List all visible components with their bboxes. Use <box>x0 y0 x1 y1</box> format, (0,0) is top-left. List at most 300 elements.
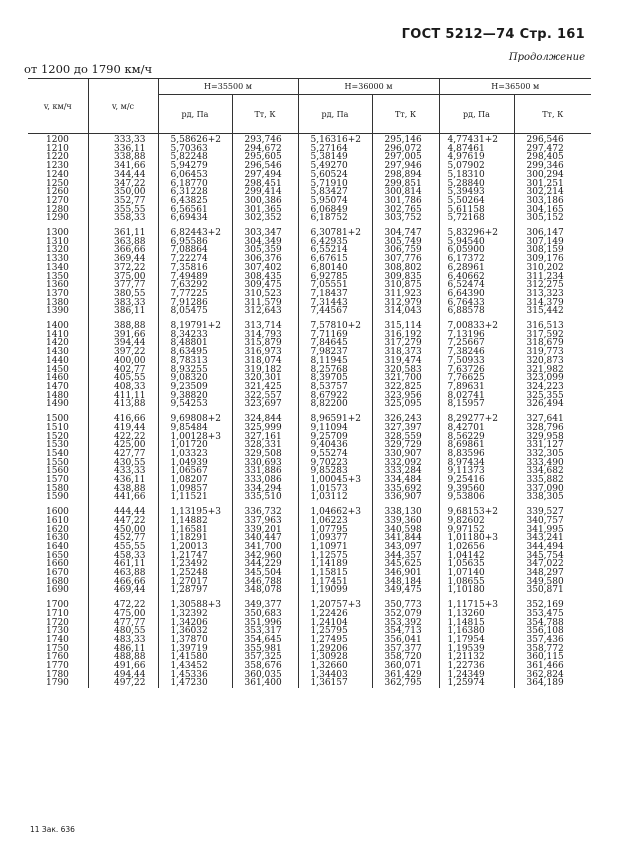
table-row <box>28 610 591 619</box>
cell-p2: 8,53757 <box>298 383 372 392</box>
cell-t2: 341,844 <box>372 534 439 543</box>
cell-p2: 9,85283 <box>298 467 372 476</box>
cell-p1: 7,08864 <box>158 246 232 255</box>
cell-t2: 345,625 <box>372 560 439 569</box>
cell-t3: 313,323 <box>514 290 591 299</box>
cell-t2: 325,095 <box>372 400 439 409</box>
cell-v-ms: 352,77 <box>88 197 158 206</box>
table-row <box>28 392 591 401</box>
cell-v-kmh: 1210 <box>46 143 69 154</box>
cell-p1: 9,85484 <box>158 424 232 433</box>
cell-v-kmh: 1640 <box>46 541 69 552</box>
table-row <box>28 493 591 502</box>
cell-v-ms: 375,00 <box>88 273 158 282</box>
cell-t1: 334,294 <box>232 485 298 494</box>
cell-v-ms: 447,22 <box>88 517 158 526</box>
cell-t1: 324,844 <box>232 415 298 424</box>
cell-v-kmh: 1590 <box>46 492 69 503</box>
cell-v-ms: 438,88 <box>88 485 158 494</box>
cell-t2: 339,360 <box>372 517 439 526</box>
cell-p1: 8,19791+2 <box>158 322 232 331</box>
cell-p1: 6,56561 <box>158 206 232 215</box>
table-row <box>28 619 591 628</box>
cell-t3: 320,873 <box>514 357 591 366</box>
cell-v-ms: 397,22 <box>88 348 158 357</box>
cell-t2: 356,041 <box>372 636 439 645</box>
cell-p2: 1,22426 <box>298 610 372 619</box>
cell-v-kmh: 1370 <box>46 288 69 299</box>
cell-p1: 1,36032 <box>158 627 232 636</box>
cell-p3: 7,63726 <box>439 366 514 375</box>
cell-v-ms: 372,22 <box>88 264 158 273</box>
cell-v-ms: 333,33 <box>88 134 158 145</box>
cell-v-ms: 425,00 <box>88 441 158 450</box>
cell-v-ms: 433,33 <box>88 467 158 476</box>
cell-p3: 6,17372 <box>439 255 514 264</box>
cell-t1: 297,494 <box>232 171 298 180</box>
cell-t1: 301,365 <box>232 206 298 215</box>
cell-t2: 321,700 <box>372 374 439 383</box>
group-header-h3: H=36500 м <box>439 79 591 95</box>
table-row <box>28 180 591 189</box>
cell-v-ms: 347,22 <box>88 180 158 189</box>
cell-p2: 1,34403 <box>298 671 372 680</box>
cell-p2: 1,19099 <box>298 586 372 595</box>
cell-t1: 306,376 <box>232 255 298 264</box>
cell-v-ms: 497,22 <box>88 679 158 688</box>
cell-t3: 364,189 <box>514 679 591 688</box>
cell-v-kmh: 1720 <box>46 617 69 628</box>
cell-p3: 1,10180 <box>439 586 514 595</box>
cell-t2: 329,729 <box>372 441 439 450</box>
cell-t3: 311,234 <box>514 273 591 282</box>
cell-v-kmh: 1310 <box>46 236 69 247</box>
table-row <box>28 197 591 206</box>
cell-p3: 9,25416 <box>439 476 514 485</box>
cell-t3: 303,186 <box>514 197 591 206</box>
cell-t3: 340,757 <box>514 517 591 526</box>
cell-t1: 315,879 <box>232 339 298 348</box>
cell-t2: 299,851 <box>372 180 439 189</box>
cell-v-ms: 400,00 <box>88 357 158 366</box>
cell-p1: 6,69434 <box>158 214 232 223</box>
page-footer: 11 Зак. 636 <box>30 825 75 834</box>
cell-p2: 1,29206 <box>298 645 372 654</box>
cell-p3: 7,00833+2 <box>439 322 514 331</box>
cell-v-ms: 386,11 <box>88 307 158 316</box>
cell-t3: 302,214 <box>514 188 591 197</box>
cell-v-kmh: 1630 <box>46 533 69 544</box>
cell-v-ms: 452,77 <box>88 534 158 543</box>
cell-v-kmh: 1240 <box>46 169 69 180</box>
cell-t1: 327,161 <box>232 433 298 442</box>
cell-v-ms: 430,55 <box>88 459 158 468</box>
cell-p1: 6,43825 <box>158 197 232 206</box>
cell-t1: 314,793 <box>232 331 298 340</box>
cell-t3: 339,527 <box>514 508 591 517</box>
cell-p1: 1,00128+3 <box>158 433 232 442</box>
cell-t1: 320,301 <box>232 374 298 383</box>
table-row <box>28 534 591 543</box>
cell-v-ms: 494,44 <box>88 671 158 680</box>
cell-p2: 9,40436 <box>298 441 372 450</box>
cell-p1: 1,13195+3 <box>158 508 232 517</box>
cell-t2: 317,279 <box>372 339 439 348</box>
cell-v-kmh: 1600 <box>46 507 69 518</box>
cell-v-ms: 463,88 <box>88 569 158 578</box>
cell-t1: 319,182 <box>232 366 298 375</box>
cell-t1: 346,788 <box>232 578 298 587</box>
cell-v-ms: 458,33 <box>88 552 158 561</box>
cell-t3: 362,824 <box>514 671 591 680</box>
col-header-v-kmh: v, км/ч <box>28 79 88 134</box>
cell-v-ms: 491,66 <box>88 662 158 671</box>
table-row <box>28 322 591 331</box>
cell-p3: 6,40662 <box>439 273 514 282</box>
cell-p2: 6,92785 <box>298 273 372 282</box>
cell-t1: 341,700 <box>232 543 298 552</box>
cell-t3: 309,176 <box>514 255 591 264</box>
cell-t2: 326,243 <box>372 415 439 424</box>
cell-p3: 1,04142 <box>439 552 514 561</box>
cell-t2: 344,357 <box>372 552 439 561</box>
cell-v-kmh: 1360 <box>46 280 69 291</box>
cell-p1: 6,82443+2 <box>158 229 232 238</box>
cell-v-kmh: 1740 <box>46 634 69 645</box>
cell-v-kmh: 1700 <box>46 600 69 611</box>
cell-v-ms: 436,11 <box>88 476 158 485</box>
cell-p3: 5,07902 <box>439 162 514 171</box>
table-row <box>28 586 591 595</box>
cell-t1: 329,508 <box>232 450 298 459</box>
cell-t1: 336,732 <box>232 508 298 517</box>
cell-t1: 345,504 <box>232 569 298 578</box>
table-row <box>28 153 591 162</box>
speed-range-label: от 1200 до 1790 км/ч <box>24 62 153 76</box>
cell-p3: 5,94540 <box>439 238 514 247</box>
cell-p1: 5,58626+2 <box>158 134 232 145</box>
cell-p1: 1,47230 <box>158 679 232 688</box>
cell-p2: 9,70223 <box>298 459 372 468</box>
cell-p2: 7,98237 <box>298 348 372 357</box>
cell-p3: 5,61158 <box>439 206 514 215</box>
cell-p2: 1,01573 <box>298 485 372 494</box>
cell-p2: 1,10971 <box>298 543 372 552</box>
cell-t1: 311,579 <box>232 299 298 308</box>
cell-v-kmh: 1420 <box>46 338 69 349</box>
cell-p3: 5,18310 <box>439 171 514 180</box>
cell-p1: 1,04939 <box>158 459 232 468</box>
cell-p3: 4,87461 <box>439 145 514 154</box>
cell-p3: 1,02656 <box>439 543 514 552</box>
cell-v-kmh: 1730 <box>46 626 69 637</box>
cell-p3: 5,83296+2 <box>439 229 514 238</box>
cell-v-ms: 355,55 <box>88 206 158 215</box>
cell-t1: 361,400 <box>232 679 298 688</box>
cell-t3: 297,472 <box>514 145 591 154</box>
cell-p3: 8,69861 <box>439 441 514 450</box>
cell-p3: 7,76625 <box>439 374 514 383</box>
cell-v-ms: 405,55 <box>88 374 158 383</box>
cell-t1: 357,325 <box>232 653 298 662</box>
cell-t1: 339,201 <box>232 526 298 535</box>
cell-t3: 298,405 <box>514 153 591 162</box>
cell-p2: 8,82200 <box>298 400 372 409</box>
cell-t2: 348,184 <box>372 578 439 587</box>
cell-v-kmh: 1660 <box>46 559 69 570</box>
cell-t3: 301,251 <box>514 180 591 189</box>
table-row <box>28 246 591 255</box>
cell-t1: 322,557 <box>232 392 298 401</box>
cell-p1: 1,30588+3 <box>158 601 232 610</box>
cell-v-kmh: 1690 <box>46 585 69 596</box>
cell-p1: 6,06453 <box>158 171 232 180</box>
table-row <box>28 348 591 357</box>
cell-t3: 328,796 <box>514 424 591 433</box>
cell-p1: 1,34206 <box>158 619 232 628</box>
table-row <box>28 517 591 526</box>
atmosphere-table <box>28 78 591 688</box>
table-row <box>28 543 591 552</box>
cell-v-ms: 388,88 <box>88 322 158 331</box>
cell-t2: 319,474 <box>372 357 439 366</box>
cell-t2: 332,092 <box>372 459 439 468</box>
cell-v-kmh: 1560 <box>46 466 69 477</box>
table-row <box>28 671 591 680</box>
cell-v-kmh: 1790 <box>46 678 69 689</box>
cell-t2: 310,875 <box>372 281 439 290</box>
cell-p2: 6,18752 <box>298 214 372 223</box>
table-row <box>28 485 591 494</box>
cell-t2: 330,907 <box>372 450 439 459</box>
cell-t2: 295,146 <box>372 134 439 145</box>
cell-t2: 352,079 <box>372 610 439 619</box>
table-row <box>28 645 591 654</box>
cell-t3: 332,305 <box>514 450 591 459</box>
cell-p1: 8,63495 <box>158 348 232 357</box>
cell-t2: 340,598 <box>372 526 439 535</box>
cell-t3: 296,546 <box>514 134 591 145</box>
cell-p2: 6,06849 <box>298 206 372 215</box>
cell-p1: 1,11521 <box>158 493 232 502</box>
cell-t3: 329,958 <box>514 433 591 442</box>
cell-t1: 310,523 <box>232 290 298 299</box>
cell-t1: 331,886 <box>232 467 298 476</box>
cell-t3: 341,995 <box>514 526 591 535</box>
cell-t2: 322,825 <box>372 383 439 392</box>
cell-t1: 350,683 <box>232 610 298 619</box>
cell-t1: 333,086 <box>232 476 298 485</box>
cell-t2: 354,713 <box>372 627 439 636</box>
cell-t2: 309,835 <box>372 273 439 282</box>
cell-t3: 323,099 <box>514 374 591 383</box>
cell-t2: 343,097 <box>372 543 439 552</box>
cell-v-ms: 380,55 <box>88 290 158 299</box>
cell-p1: 7,49489 <box>158 273 232 282</box>
cell-v-kmh: 1650 <box>46 550 69 561</box>
cell-p2: 9,55274 <box>298 450 372 459</box>
cell-t3: 335,882 <box>514 476 591 485</box>
cell-t2: 307,776 <box>372 255 439 264</box>
cell-p2: 5,95074 <box>298 197 372 206</box>
cell-t3: 357,436 <box>514 636 591 645</box>
cell-v-ms: 477,77 <box>88 619 158 628</box>
cell-p1: 1,16581 <box>158 526 232 535</box>
cell-t3: 319,773 <box>514 348 591 357</box>
cell-p2: 6,42935 <box>298 238 372 247</box>
cell-p2: 1,36157 <box>298 679 372 688</box>
cell-p1: 1,03323 <box>158 450 232 459</box>
cell-v-ms: 361,11 <box>88 229 158 238</box>
cell-t2: 349,475 <box>372 586 439 595</box>
cell-p2: 7,44567 <box>298 307 372 316</box>
cell-t3: 344,494 <box>514 543 591 552</box>
cell-t1: 355,981 <box>232 645 298 654</box>
cell-v-kmh: 1230 <box>46 161 69 172</box>
cell-p2: 1,15815 <box>298 569 372 578</box>
cell-p3: 5,28840 <box>439 180 514 189</box>
cell-t1: 344,229 <box>232 560 298 569</box>
cell-p1: 1,27017 <box>158 578 232 587</box>
cell-p2: 5,83427 <box>298 188 372 197</box>
cell-t1: 300,386 <box>232 197 298 206</box>
cell-t2: 303,752 <box>372 214 439 223</box>
cell-t3: 307,149 <box>514 238 591 247</box>
cell-t2: 320,583 <box>372 366 439 375</box>
cell-p3: 9,97152 <box>439 526 514 535</box>
cell-t3: 345,754 <box>514 552 591 561</box>
table-row <box>28 206 591 215</box>
cell-p3: 1,22736 <box>439 662 514 671</box>
cell-v-kmh: 1570 <box>46 475 69 486</box>
cell-p2: 1,06223 <box>298 517 372 526</box>
group-header-h2: H=36000 м <box>298 79 439 95</box>
cell-p2: 6,67615 <box>298 255 372 264</box>
cell-p3: 1,19539 <box>439 645 514 654</box>
table-row <box>28 339 591 348</box>
cell-p1: 9,38820 <box>158 392 232 401</box>
cell-p1: 8,05475 <box>158 307 232 316</box>
cell-p3: 5,50264 <box>439 197 514 206</box>
cell-v-kmh: 1390 <box>46 306 69 317</box>
cell-v-ms: 427,77 <box>88 450 158 459</box>
cell-v-ms: 413,88 <box>88 400 158 409</box>
table-row <box>28 526 591 535</box>
cell-t2: 297,005 <box>372 153 439 162</box>
cell-t2: 362,795 <box>372 679 439 688</box>
cell-v-kmh: 1580 <box>46 483 69 494</box>
cell-p3: 8,29277+2 <box>439 415 514 424</box>
table-row <box>28 307 591 316</box>
cell-p2: 7,18437 <box>298 290 372 299</box>
cell-v-kmh: 1220 <box>46 152 69 163</box>
cell-t3: 348,297 <box>514 569 591 578</box>
cell-v-ms: 344,44 <box>88 171 158 180</box>
cell-t1: 308,435 <box>232 273 298 282</box>
cell-p1: 5,82248 <box>158 153 232 162</box>
cell-p1: 1,25248 <box>158 569 232 578</box>
cell-v-ms: 472,22 <box>88 601 158 610</box>
cell-p3: 1,11715+3 <box>439 601 514 610</box>
table-row <box>28 467 591 476</box>
cell-v-kmh: 1760 <box>46 652 69 663</box>
cell-t1: 349,377 <box>232 601 298 610</box>
cell-p1: 1,39719 <box>158 645 232 654</box>
cell-v-kmh: 1480 <box>46 390 69 401</box>
cell-t1: 342,960 <box>232 552 298 561</box>
cell-t2: 301,786 <box>372 197 439 206</box>
cell-p1: 7,35816 <box>158 264 232 273</box>
cell-p3: 6,64390 <box>439 290 514 299</box>
cell-v-ms: 366,66 <box>88 246 158 255</box>
cell-p2: 1,09377 <box>298 534 372 543</box>
table-row <box>28 145 591 154</box>
cell-t1: 299,414 <box>232 188 298 197</box>
cell-p1: 1,32392 <box>158 610 232 619</box>
cell-t3: 310,202 <box>514 264 591 273</box>
cell-p1: 9,54253 <box>158 400 232 409</box>
cell-t2: 312,979 <box>372 299 439 308</box>
cell-p3: 4,97619 <box>439 153 514 162</box>
cell-v-kmh: 1710 <box>46 608 69 619</box>
cell-t3: 333,490 <box>514 459 591 468</box>
cell-v-ms: 483,33 <box>88 636 158 645</box>
cell-p3: 1,25974 <box>439 679 514 688</box>
cell-v-ms: 416,66 <box>88 415 158 424</box>
cell-p2: 1,12575 <box>298 552 372 561</box>
cell-t1: 328,331 <box>232 441 298 450</box>
cell-p3: 6,05900 <box>439 246 514 255</box>
cell-p3: 7,25667 <box>439 339 514 348</box>
cell-v-kmh: 1440 <box>46 355 69 366</box>
cell-t2: 346,901 <box>372 569 439 578</box>
cell-p3: 1,05635 <box>439 560 514 569</box>
cell-p1: 1,20013 <box>158 543 232 552</box>
cell-t2: 318,373 <box>372 348 439 357</box>
cell-p3: 4,77431+2 <box>439 134 514 145</box>
table-row <box>28 331 591 340</box>
col-header-p3: pд, Па <box>439 95 514 134</box>
cell-t2: 334,484 <box>372 476 439 485</box>
cell-t3: 360,115 <box>514 653 591 662</box>
cell-v-ms: 363,88 <box>88 238 158 247</box>
table-row <box>28 255 591 264</box>
col-header-t2: Tт, К <box>372 95 439 134</box>
cell-p3: 8,42701 <box>439 424 514 433</box>
cell-t3: 314,379 <box>514 299 591 308</box>
col-header-t1: Tт, К <box>232 95 298 134</box>
cell-t1: 340,447 <box>232 534 298 543</box>
cell-t3: 343,241 <box>514 534 591 543</box>
cell-p2: 9,25709 <box>298 433 372 442</box>
cell-v-ms: 338,88 <box>88 153 158 162</box>
table-row <box>28 400 591 409</box>
cell-t1: 337,963 <box>232 517 298 526</box>
cell-p3: 6,52474 <box>439 281 514 290</box>
cell-t2: 333,284 <box>372 467 439 476</box>
cell-p1: 8,93255 <box>158 366 232 375</box>
cell-t3: 324,223 <box>514 383 591 392</box>
cell-v-kmh: 1260 <box>46 187 69 198</box>
cell-p2: 5,60524 <box>298 171 372 180</box>
cell-p1: 1,01720 <box>158 441 232 450</box>
cell-p3: 8,97434 <box>439 459 514 468</box>
cell-p1: 1,28797 <box>158 586 232 595</box>
cell-v-ms: 377,77 <box>88 281 158 290</box>
cell-t3: 315,442 <box>514 307 591 316</box>
cell-p1: 5,94279 <box>158 162 232 171</box>
cell-p1: 1,21747 <box>158 552 232 561</box>
